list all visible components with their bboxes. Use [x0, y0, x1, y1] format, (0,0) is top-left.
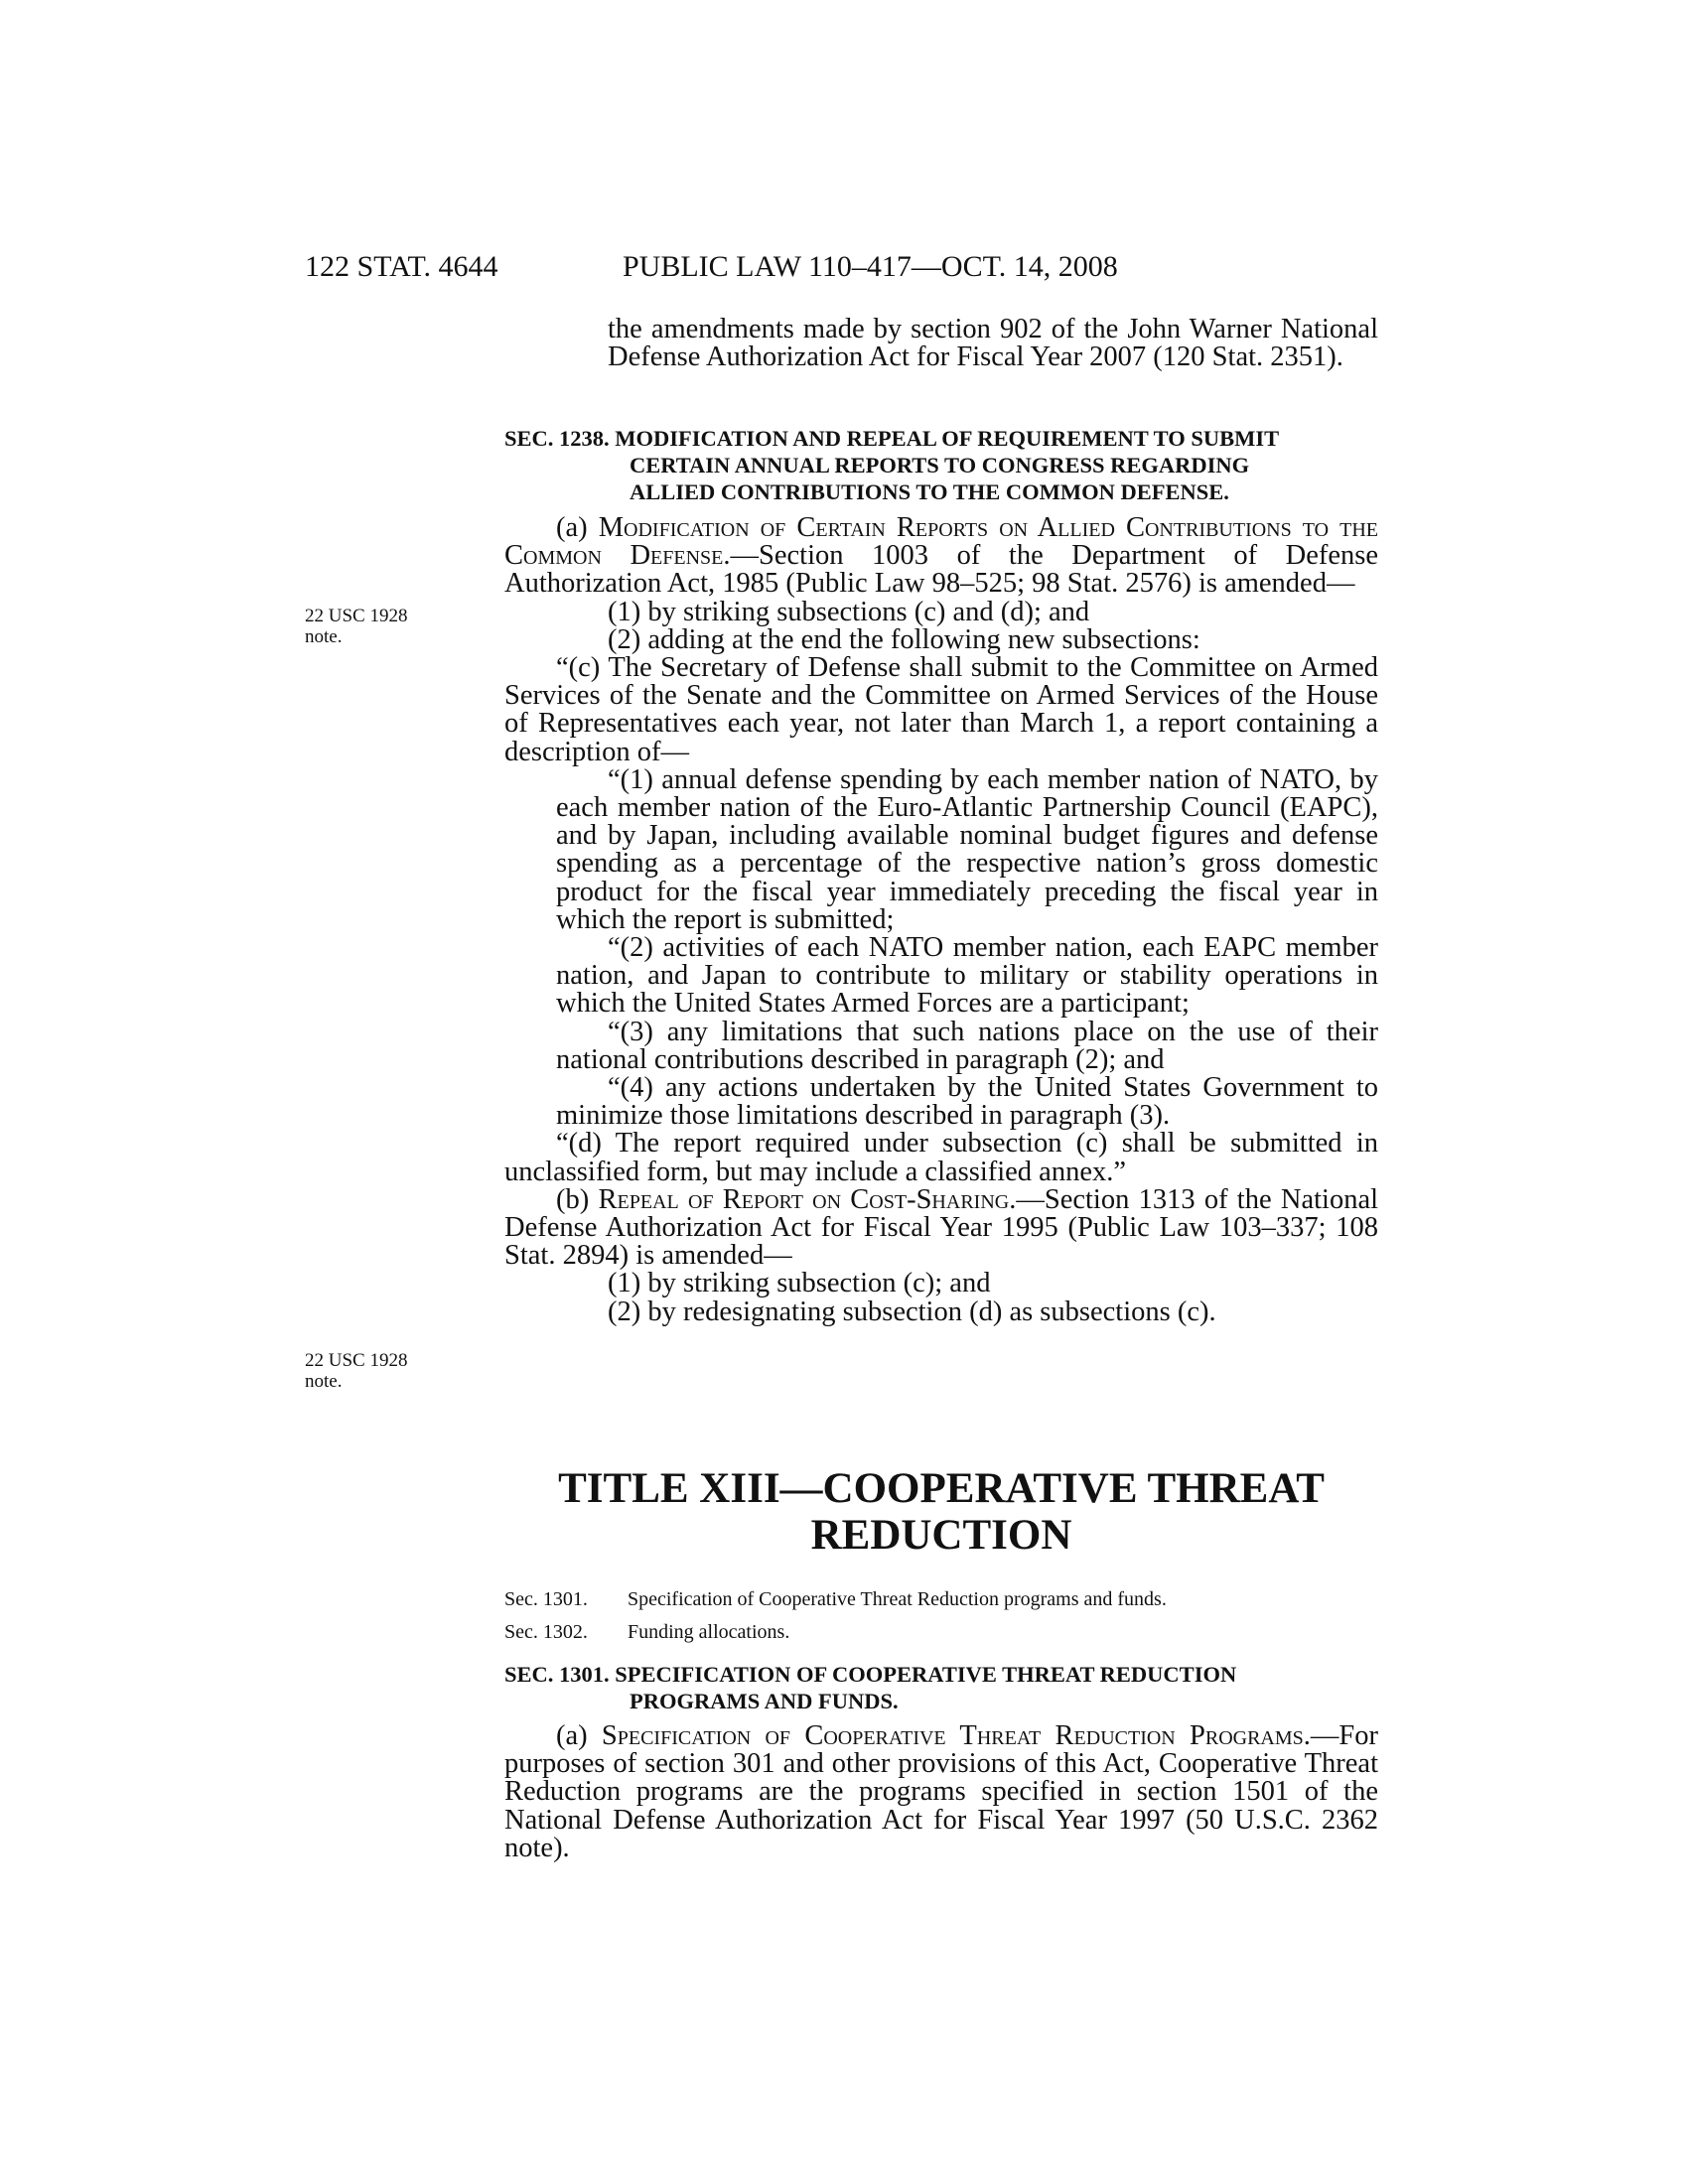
sec-1238-body — [504, 514, 1378, 1326]
sec-1301-heading-line2: PROGRAMS AND FUNDS. — [630, 1689, 899, 1713]
page-law-header: PUBLIC LAW 110–417—OCT. 14, 2008 — [623, 250, 1118, 283]
sec-1238-heading — [504, 425, 1378, 505]
subsection-b-item1: (1) by striking subsection (c); and — [608, 1268, 991, 1299]
toc-entry: Sec. 1301. Specification of Cooperative Threat Reduction programs and funds. — [504, 1588, 1167, 1610]
title-table-of-contents — [504, 1583, 1378, 1649]
sec-1301-body — [504, 1722, 1378, 1862]
sec-1301-subsection-a-heading: Specification of Cooperative Threat Reduction Programs. — [601, 1720, 1311, 1751]
subsection-b-heading: Repeal of Report on Cost-Sharing. — [598, 1183, 1017, 1215]
paragraph-c4: “(4) any actions undertaken by the United States Government to minimize those limitations described in paragraph (3). — [556, 1072, 1378, 1132]
paragraph-c1: “(1) annual defense spending by each member nation of NATO, by each member nation of the Euro-Atlantic Partnership Council (EAPC), and by Japan, including available nominal budget figures and defense spending as a percentage of the respective nation’s gross domestic product for the fiscal year immediately preceding the fiscal year in which the report is submitted; — [556, 763, 1378, 935]
title-line2: REDUCTION — [810, 1512, 1072, 1559]
paragraph-c2: “(2) activities of each NATO member nation, each EAPC member nation, and Japan to contribute to military or stability operations in which the United States Armed Forces are a participant; — [556, 932, 1378, 1020]
intro-paragraph — [504, 316, 1378, 371]
toc-entry: Sec. 1302. Funding allocations. — [504, 1621, 790, 1643]
new-subsection-d: “(d) The report required under subsection (c) shall be submitted in unclassified form, but may include a classified annex.” — [504, 1128, 1378, 1187]
margin-note-1: 22 USC 1928 note. — [305, 606, 408, 647]
subsection-b: (b) Repeal of Report on Cost-Sharing.—Section 1313 of the National Defense Authorization Act for Fiscal Year 1995 (Public Law 103–337; 108 Stat. 2894) is amended— — [504, 1183, 1379, 1272]
new-subsection-c: “(c) The Secretary of Defense shall submit to the Committee on Armed Services of the Senate and the Committee on Armed Services of the House of Representatives each year, not later than March 1, a report containing a description of— — [504, 652, 1378, 767]
paragraph-c3: “(3) any limitations that such nations place on the use of their national contributions described in paragraph (2); and — [556, 1016, 1378, 1075]
title-line1: TITLE XIII—COOPERATIVE THREAT — [558, 1465, 1325, 1512]
subsection-a: (a) Modification of Certain Reports on Allied Contributions to the Common Defense.—Section 1003 of the Department of Defense Authorization Act, 1985 (Public Law 98–525; 98 Stat. 2576) is amended— — [504, 512, 1378, 600]
intro-text: the amendments made by section 902 of the John Warner National Defense Authorization Act for Fiscal Year 2007 (120 Stat. 2351). — [608, 314, 1378, 373]
sec-1301-heading-line1: SEC. 1301. SPECIFICATION OF COOPERATIVE THREAT REDUCTION — [504, 1662, 1237, 1687]
sec-1301-heading — [504, 1661, 1378, 1714]
title-xiii-heading — [504, 1465, 1378, 1559]
page-stat-number: 122 STAT. 4644 — [305, 250, 498, 283]
subsection-a-heading: Modification of Certain Reports on Allied Contributions to the Common Defense. — [504, 512, 1378, 572]
subsection-a-item2: (2) adding at the end the following new subsections: — [608, 623, 1200, 655]
sec-1301-subsection-a: (a) Specification of Cooperative Threat Reduction Programs.—For purposes of section 301 and other provisions of this Act, Cooperative Threat Reduction programs are the programs specified in section 1501 of the National Defense Authorization Act for Fiscal Year 1997 (50 U.S.C. 2362 note). — [504, 1720, 1378, 1863]
sec-1238-heading-line3: ALLIED CONTRIBUTIONS TO THE COMMON DEFENSE. — [630, 479, 1229, 504]
subsection-a-item1: (1) by striking subsections (c) and (d); and — [608, 596, 1090, 627]
sec-1238-heading-line2: CERTAIN ANNUAL REPORTS TO CONGRESS REGARDING — [630, 453, 1250, 478]
sec-1238-heading-line1: SEC. 1238. MODIFICATION AND REPEAL OF REQUIREMENT TO SUBMIT — [504, 426, 1280, 451]
subsection-c-paragraphs — [504, 763, 1378, 1132]
margin-note-2: 22 USC 1928 note. — [305, 1350, 408, 1392]
subsection-b-item2: (2) by redesignating subsection (d) as subsections (c). — [608, 1296, 1216, 1327]
